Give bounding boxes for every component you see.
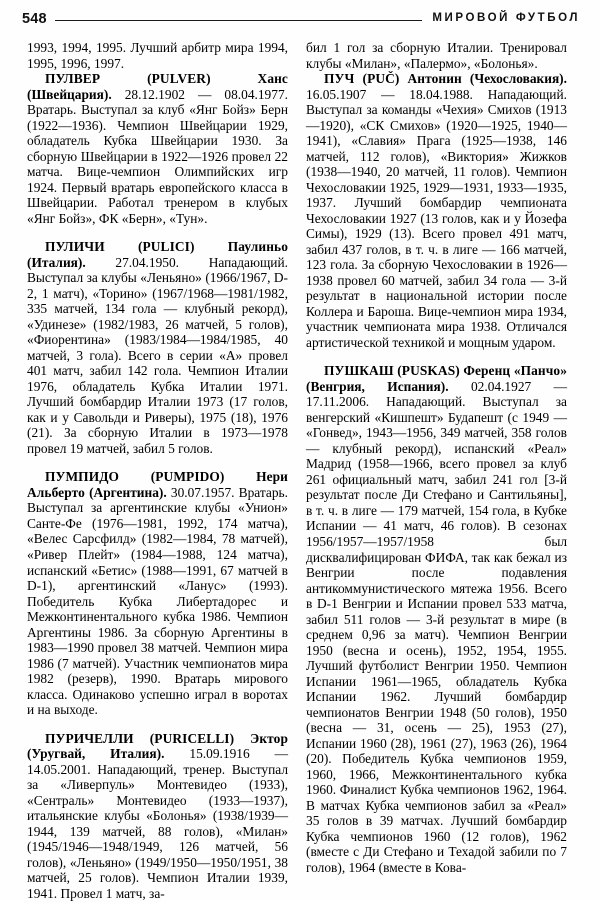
entry-puricelli bbox=[27, 731, 288, 902]
page-number: 548 bbox=[22, 10, 47, 27]
entry-country: (Аргентина). bbox=[89, 484, 167, 500]
entry-pulici bbox=[27, 239, 288, 456]
entry-given-name: Нери Альберто bbox=[27, 469, 288, 500]
left-column bbox=[27, 40, 288, 900]
entry-country: (Чехословакия). bbox=[469, 71, 567, 87]
entry-body: 15.09.1916 — 14.05.2001. Нападающий, тренер. Выступал за «Ливерпуль» Монтевидео (1933), «Сентраль» Монтевидео (1933—1937), итальянские клубы «Болонья» (1938/1939—1944, 139 матчей, 88 голов), «Милан» (1945/1946—1948/1949, 126 матчей, 56 голов), «Леньяно» (1949/1950—1950/1951, 38 матчей, 25 голов). Чемпион Италии 1939, 1941. Провел 1 матч, за- bbox=[27, 746, 288, 901]
entry-body: 30.07.1957. Вратарь. Выступал за аргентинские клубы «Унион» Санте-Фе (1976—1981, 1992, 174 матча), «Велес Сарсфилд» (1982—1984, 78 матчей), «Ривер Плейт» (1984—1988, 124 матча), испанский «Бетис» (1988—1991, 67 матчей в D-1), аргентинский «Ланус» (1993). Победитель Кубка Либертадорес и Межконтинентального кубка 1986. Чемпион Аргентины 1986. За сборную Аргентины в 1983—1990 провел 38 матчей. Чемпион мира 1986 (7 матчей). Участник чемпионатов мира 1982 (резерв), 1990. Вратарь мирового класса. Одинаково успешно играл в воротах и на выходе. bbox=[27, 484, 288, 718]
running-head bbox=[0, 6, 600, 32]
section-title: МИРОВОЙ ФУТБОЛ bbox=[432, 12, 580, 25]
entry-puskas bbox=[306, 363, 567, 875]
entry-headword: ПУШКАШ (PUSKAS) bbox=[324, 363, 460, 379]
entry-country: (Италия). bbox=[27, 254, 86, 270]
entry-body: 27.04.1950. Нападающий. Выступал за клубы «Леньяно» (1966/1967, D-2, 1 матч), «Торино» (1967/1968—1981/1982, 335 матчей, 134 гола — клубный рекорд), «Удинезе» (1982/1983, 26 матчей, 5 голов), «Фиорентина» (1983/1984—1984/1985, 40 матчей, 3 гола). Всего в серии «А» провел 401 матч, забил 142 гола. Чемпион Италии 1976, обладатель Кубка Италии 1971. Лучший бомбардир Италии 1973 (17 голов, как и у Савольди и Риверы), 1975 (18), 1976 (21). За сборную Италии в 1973—1978 провел 19 матчей, забил 5 голов. bbox=[27, 254, 288, 456]
right-column bbox=[306, 40, 567, 900]
entry-body: 28.12.1902 — 08.04.1977. Вратарь. Выступал за клуб «Янг Бойз» Берн (1922—1936). Чемпион Швейцарии 1929, обладатель Кубка Швейцарии 1930. За сборную Швейцарии в 1922—1926 провел 22 матча. Вице-чемпион Олимпийских игр 1924. Первый вратарь европейского класса в Швейцарии. Работал тренером в клубых «Янг Бойз», ФК «Берн», «Тун». bbox=[27, 86, 288, 226]
entry-headword: ПУРИЧЕЛЛИ (PURICELLI) bbox=[45, 730, 235, 746]
entry-headword: ПУЛИЧИ (PULICI) bbox=[45, 239, 195, 255]
header-rule bbox=[55, 20, 423, 21]
entry-puc bbox=[306, 71, 567, 350]
entry-given-name: Паулиньо bbox=[227, 239, 288, 255]
entry-country: (Уругвай, Италия). bbox=[27, 746, 165, 762]
continued-paragraph: бил 1 гол за сборную Италии. Тренировал клубы «Милан», «Палермо», «Болонья». bbox=[306, 40, 567, 71]
entry-given-name: Эктор bbox=[250, 730, 288, 746]
entry-body: 02.04.1927 — 17.11.2006. Нападающий. Выступал за венгерский «Кишпешт» Будапешт (с 1949 — «Гонвед», 1943—1956, 349 матчей, 358 голов — клубный рекорд), испанский «Реал» Мадрид (1958—1966, всего провел за клуб 261 официальный матч, забил 241 гол [3-й результат после Ди Стефано и Сантильяны], в т. ч. в лиге — 179 матчей, 154 гола, в Кубке Испании — 41 матч, 46 голов). В сезонах 1956/1957—1957/1958 был дисквалифицирован ФИФА, так как бежал из Венгрии после подавления антикоммунистического мятежа 1956. Всего в D-1 Венгрии и Испании провел 533 матча, забил 511 голов — 3-й результат в мире (в среднем 0,96 за матч). Чемпион Венгрии 1950 (весна и осень), 1952, 1954, 1955. Лучший футболист Венгрии 1950. Чемпион Испании 1961—1965, обладатель Кубка Испании 1962. Лучший бомбардир чемпионатов Венгрии 1948 (50 голов), 1950 (весна — 31, осень — 25), 1953 (27), Испании 1960 (28), 1961 (27), 1963 (26), 1964 (20). Победитель Кубка чемпионов 1959, 1960, 1966, Межконтинентального кубка 1960. Финалист Кубка чемпионов 1962, 1964. В матчах Кубка чемпионов забил за «Реал» 35 голов в 39 матчах. Лучший бомбардир Кубка чемпионов 1960 (12 голов), 1962 (вместе с Ди Стефано и Техадой забили по 7 голов), 1964 (вместе в Кова- bbox=[306, 378, 568, 875]
entry-given-name: Ференц «Панчо» bbox=[463, 363, 567, 379]
entry-pulver bbox=[27, 71, 288, 226]
entry-given-name: Антонин bbox=[407, 71, 462, 87]
entry-headword: ПУЛВЕР (PULVER) bbox=[45, 71, 211, 87]
entry-headword: ПУМПИДО (PUMPIDO) bbox=[45, 469, 225, 485]
entry-body: 16.05.1907 — 18.04.1988. Нападающий. Выступал за команды «Чехия» Смихов (1913—1920), «СК Смихов» (1920—1925, 1940—1941), «Славия» Прага (1925—1938, 146 матчей, 112 голов), «Виктория» Жижков (1938—1940, 20 матчей, 11 голов). Чемпион Чехословакии 1925, 1929—1931, 1933—1935, 1937. Лучший бомбардир чемпионата Чехословакии 1927 (13 голов, как и у Йозефа Симы), 1929 (13). Всего провел 491 матч, забил 437 голов, в т. ч. в лиге — 166 матчей, 123 гола. За сборную Чехословакии в 1926—1938 провел 60 матчей, забил 34 гола — 3-й результат в национальной истории после Коллера и Бароша. Вице-чемпион мира 1934, участник чемпионата мира 1938. Отличался артистической техникой и мощным ударом. bbox=[306, 86, 567, 350]
entry-country: (Венгрия, Испания). bbox=[306, 378, 449, 394]
entry-country: (Швейцария). bbox=[27, 86, 112, 102]
entry-headword: ПУЧ (PUČ) bbox=[324, 71, 400, 87]
text-columns bbox=[0, 40, 600, 900]
entry-given-name: Ханс bbox=[257, 71, 288, 87]
entry-pumpido bbox=[27, 469, 288, 717]
continued-paragraph: 1993, 1994, 1995. Лучший арбитр мира 1994, 1995, 1996, 1997. bbox=[27, 40, 288, 71]
